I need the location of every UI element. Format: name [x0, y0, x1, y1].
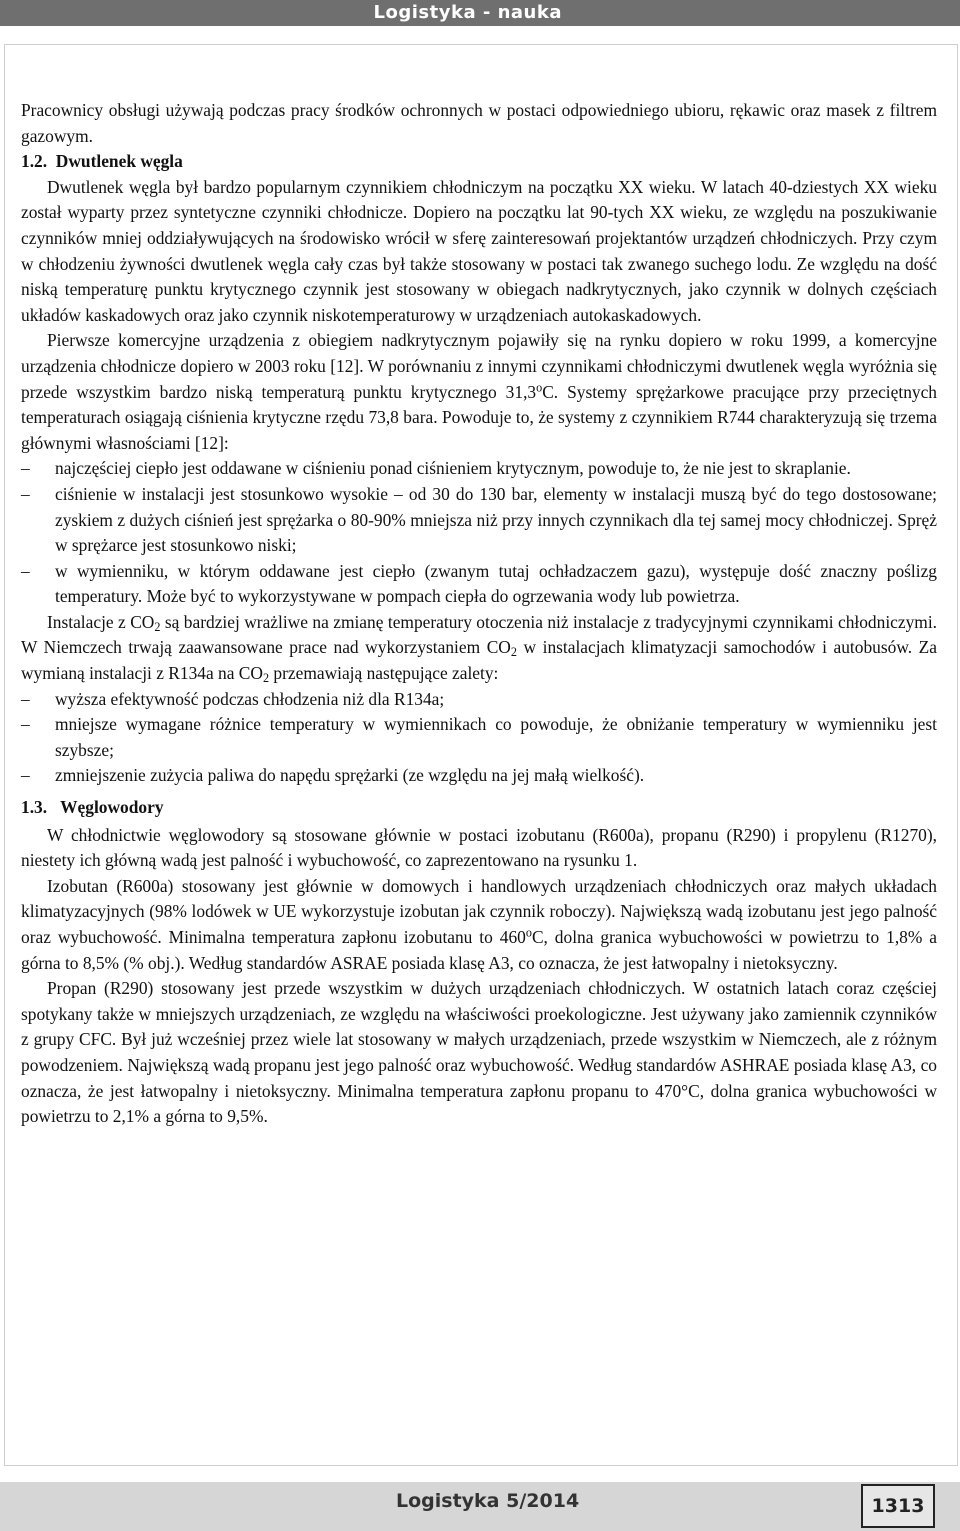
text-run: Izobutan (R600a) stosowany jest głównie w domowych i handlowych urządzeniach chłodniczych oraz małych układach klimatyzacyjnych (98% lodówek w UE wykorzystuje izobutan jak czynnik roboczy). Największą wadą izobutanu jest jego palność oraz wybuchowość. Minimalna temperatura zapłonu izobutanu to 460	[21, 875, 937, 947]
intro-paragraph: Pracownicy obsługi używają podczas pracy środków ochronnych w postaci odpowiedniego ubioru, rękawic oraz masek z filtrem gazowym.	[21, 100, 937, 146]
list-item: – mniejsze wymagane różnice temperatury w wymiennikach co powoduje, że obniżanie temperatury w wymienniku jest szybsze;	[21, 712, 937, 763]
section-title: Dwutlenek węgla	[55, 151, 183, 172]
paragraph	[21, 328, 937, 456]
text-run: C. Systemy sprężarkowe pracujące przy przeciętnych temperaturach osiągają ciśnienia krytyczne rzędu 73,8 bara. Powoduje to, że systemy z czynnikiem R744 charakteryzują się trzema głównymi własnościami [12]:	[21, 381, 937, 453]
superscript: o	[536, 379, 543, 394]
section-heading-co2	[21, 149, 937, 175]
text-run: przemawiają następujące zalety:	[269, 663, 499, 684]
advantages-list	[21, 687, 937, 789]
paragraph	[21, 874, 937, 976]
section-title: Węglowodory	[60, 797, 164, 818]
article-body	[21, 98, 937, 1130]
text-run: w instalacjach klimatyzacji samochodów i autobusów. Za wymianą instalacji z R134a na CO	[21, 637, 937, 684]
section-number: 1.3.	[21, 797, 48, 818]
list-item: – ciśnienie w instalacji jest stosunkowo wysokie – od 30 do 130 bar, elementy w instalacji muszą być do tego dostosowane; zyskiem z dużych ciśnień jest sprężarka o 80-90% mniejsza niż przy innych czynnikach dla tej samej mocy chłodniczej. Spręż w sprężarce jest stosunkowo niski;	[21, 482, 937, 559]
paragraph: Propan (R290) stosowany jest przede wszystkim w dużych urządzeniach chłodniczych. W ostatnich latach coraz częściej spotykany także w mniejszych urządzeniach, ze względu na właściwości proekologiczne. Jest używany jako zamiennik czynników z grupy CFC. Był już wcześniej przez wiele lat stosowany w małych urządzeniach, przede wszystkim w Niemczech, ale z różnym powodzeniem. Największą wadą propanu jest jego palność oraz wybuchowość. Według standardów ASHRAE posiada klasę A3, co oznacza, że jest łatwopalny i nietoksyczny. Minimalna temperatura zapłonu propanu to 470°C, dolna granica wybuchowości w powietrzu to 2,1% a górna to 9,5%.	[21, 978, 937, 1127]
paragraph: Dwutlenek węgla był bardzo popularnym czynnikiem chłodniczym na początku XX wieku. W latach 40-dziestych XX wieku został wyparty przez syntetyczne czynniki chłodnicze. Dopiero na początku lat 90-tych XX wieku, ze względu na poszukiwanie czynników mniej oddziaływujących na środowisko wrócił w sferę zainteresowań projektantów urządzeń chłodniczych. Przy czym w chłodzeniu żywności dwutlenek węgla cały czas był także stosowany w postaci tak zwanego suchego lodu. Ze względu na dość niską temperaturę punktu krytycznego czynnik jest stosowany w obiegach nadkrytycznych, jako czynnik w dolnych częściach układów kaskadowych oraz jako czynnik niskotemperaturowy w urządzeniach autokaskadowych.	[21, 176, 937, 325]
journal-header: Logistyka - nauka	[373, 2, 562, 23]
superscript: o	[525, 925, 532, 940]
subscript: 2	[510, 645, 517, 660]
section-heading-hydrocarbons	[21, 795, 937, 821]
list-item: – w wymienniku, w którym oddawane jest ciepło (zwanym tutaj ochładzaczem gazu), występuje dość znaczny poślizg temperatury. Może być to wykorzystywane w pompach ciepła do ogrzewania wody lub powietrza.	[21, 559, 937, 610]
text-run: Instalacje z CO	[47, 611, 155, 632]
paragraph: W chłodnictwie węglowodory są stosowane głównie w postaci izobutanu (R600a), propanu (R290) i propylenu (R1270), niestety ich główną wadą jest palność i wybuchowość, co zaprezentowano na rysunku 1.	[21, 824, 937, 871]
paragraph	[21, 610, 937, 687]
list-item: – zmniejszenie zużycia paliwa do napędu sprężarki (ze względu na jej małą wielkość).	[21, 763, 937, 789]
journal-footer: Logistyka 5/2014	[396, 1490, 580, 1512]
list-item: – wyższa efektywność podczas chłodzenia niż dla R134a;	[21, 687, 937, 713]
text-run: są bardziej wrażliwe na zmianę temperatury otoczenia niż instalacje z tradycyjnymi czynnikami chłodniczymi. W Niemczech trwają zaawansowane prace nad wykorzystaniem CO	[21, 611, 937, 658]
properties-list	[21, 456, 937, 610]
subscript: 2	[262, 671, 270, 686]
list-item: – najczęściej ciepło jest oddawane w ciśnieniu ponad ciśnieniem krytycznym, powoduje to, że nie jest to skraplanie.	[21, 456, 937, 482]
section-number: 1.2.	[21, 151, 48, 172]
page-number: 1313	[861, 1484, 935, 1528]
subscript: 2	[154, 619, 161, 634]
text-run: Pierwsze komercyjne urządzenia z obiegiem nadkrytycznym pojawiły się na rynku dopiero w roku 1999, a komercyjne urządzenia chłodnicze dopiero w 2003 roku [12]. W porównaniu z innymi czynnikami chłodniczymi dwutlenek węgla wyróżnia się przede wszystkim bardzo niską temperaturą punktu krytycznego 31,3	[21, 330, 937, 402]
text-run: C, dolna granica wybuchowości w powietrzu to 1,8% a górna to 8,5% (% obj.). Według standardów ASRAE posiada klasę A3, co oznacza, że jest łatwopalny i nietoksyczny.	[21, 927, 937, 973]
